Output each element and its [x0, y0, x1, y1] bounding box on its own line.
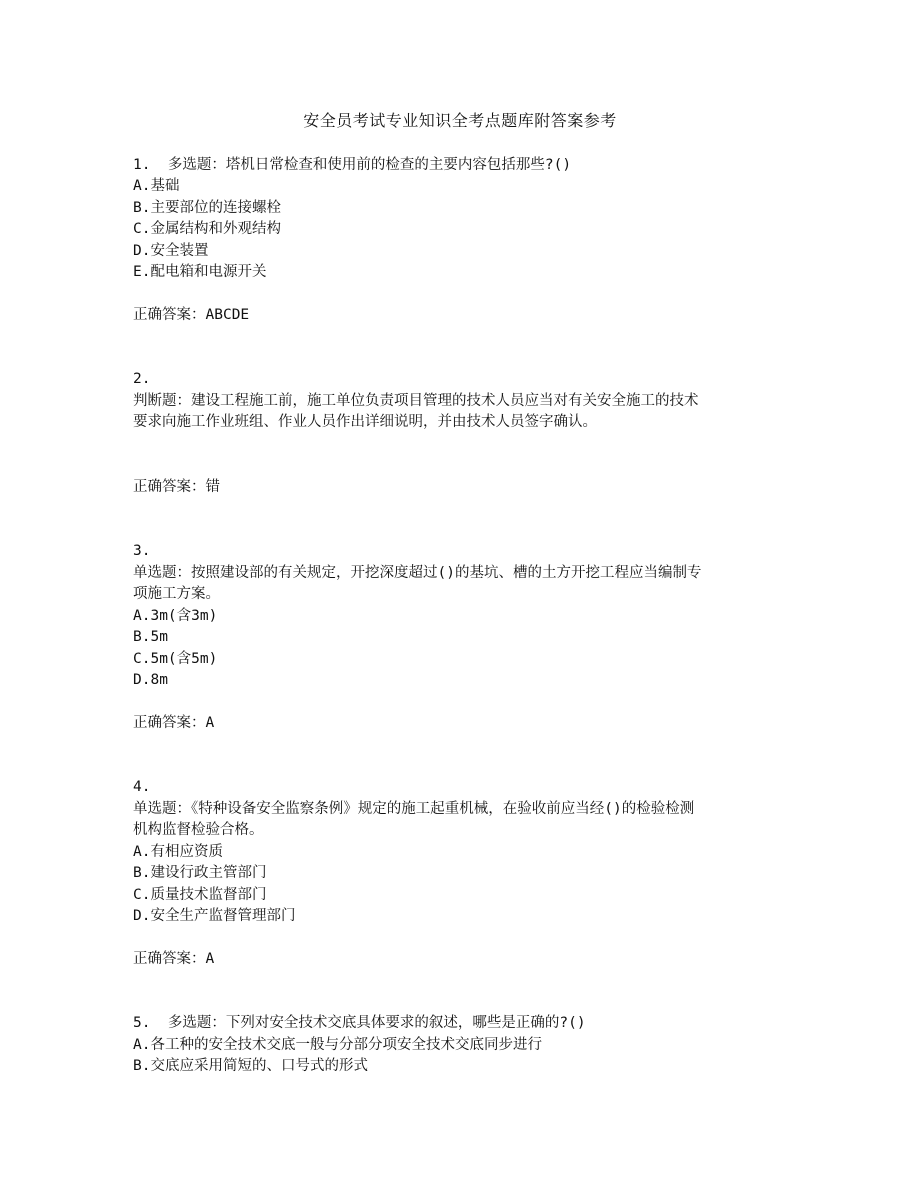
- question-4-option-c: C.质量技术监督部门: [133, 887, 267, 903]
- question-4-answer: 正确答案：A: [133, 951, 215, 967]
- question-1-header: 1. 多选题：塔机日常检查和使用前的检查的主要内容包括那些?(): [133, 157, 572, 173]
- question-1-option-e: E.配电箱和电源开关: [133, 264, 267, 280]
- question-4-option-a: A.有相应资质: [133, 844, 223, 860]
- question-3-option-b: B.5m: [133, 629, 168, 645]
- question-1-option-a: A.基础: [133, 178, 180, 194]
- question-5-option-b: B.交底应采用简短的、口号式的形式: [133, 1058, 368, 1074]
- question-3-option-c: C.5m(含5m): [133, 651, 218, 667]
- question-1-option-c: C.金属结构和外观结构: [133, 221, 281, 237]
- question-4-stem-line-1: 单选题：《特种设备安全监察条例》规定的施工起重机械，在验收前应当经()的检验检测: [133, 801, 695, 817]
- question-3-stem-line-1: 单选题：按照建设部的有关规定，开挖深度超过()的基坑、槽的土方开挖工程应当编制专: [133, 565, 702, 581]
- question-4-number: 4.: [133, 779, 151, 795]
- question-4-option-d: D.安全生产监督管理部门: [133, 908, 296, 924]
- question-3-number: 3.: [133, 543, 151, 559]
- question-2-stem-line-2: 要求向施工作业班组、作业人员作出详细说明，并由技术人员签字确认。: [133, 414, 597, 430]
- question-2-answer: 正确答案：错: [133, 479, 220, 495]
- question-5-option-a: A.各工种的安全技术交底一般与分部分项安全技术交底同步进行: [133, 1037, 542, 1053]
- question-1-option-d: D.安全装置: [133, 243, 209, 259]
- question-3-option-a: A.3m(含3m): [133, 608, 218, 624]
- question-4-option-b: B.建设行政主管部门: [133, 865, 267, 881]
- document-title: 安全员考试专业知识全考点题库附答案参考: [303, 111, 617, 130]
- question-5-header: 5. 多选题：下列对安全技术交底具体要求的叙述，哪些是正确的?(): [133, 1015, 586, 1031]
- question-3-stem-line-2: 项施工方案。: [133, 586, 220, 602]
- question-2-stem-line-1: 判断题：建设工程施工前，施工单位负责项目管理的技术人员应当对有关安全施工的技术: [133, 393, 699, 409]
- question-1-answer: 正确答案：ABCDE: [133, 307, 250, 323]
- question-4-stem-line-2: 机构监督检验合格。: [133, 822, 264, 838]
- question-3-option-d: D.8m: [133, 672, 168, 688]
- question-2-number: 2.: [133, 371, 151, 387]
- question-1-option-b: B.主要部位的连接螺栓: [133, 200, 281, 216]
- question-3-answer: 正确答案：A: [133, 715, 215, 731]
